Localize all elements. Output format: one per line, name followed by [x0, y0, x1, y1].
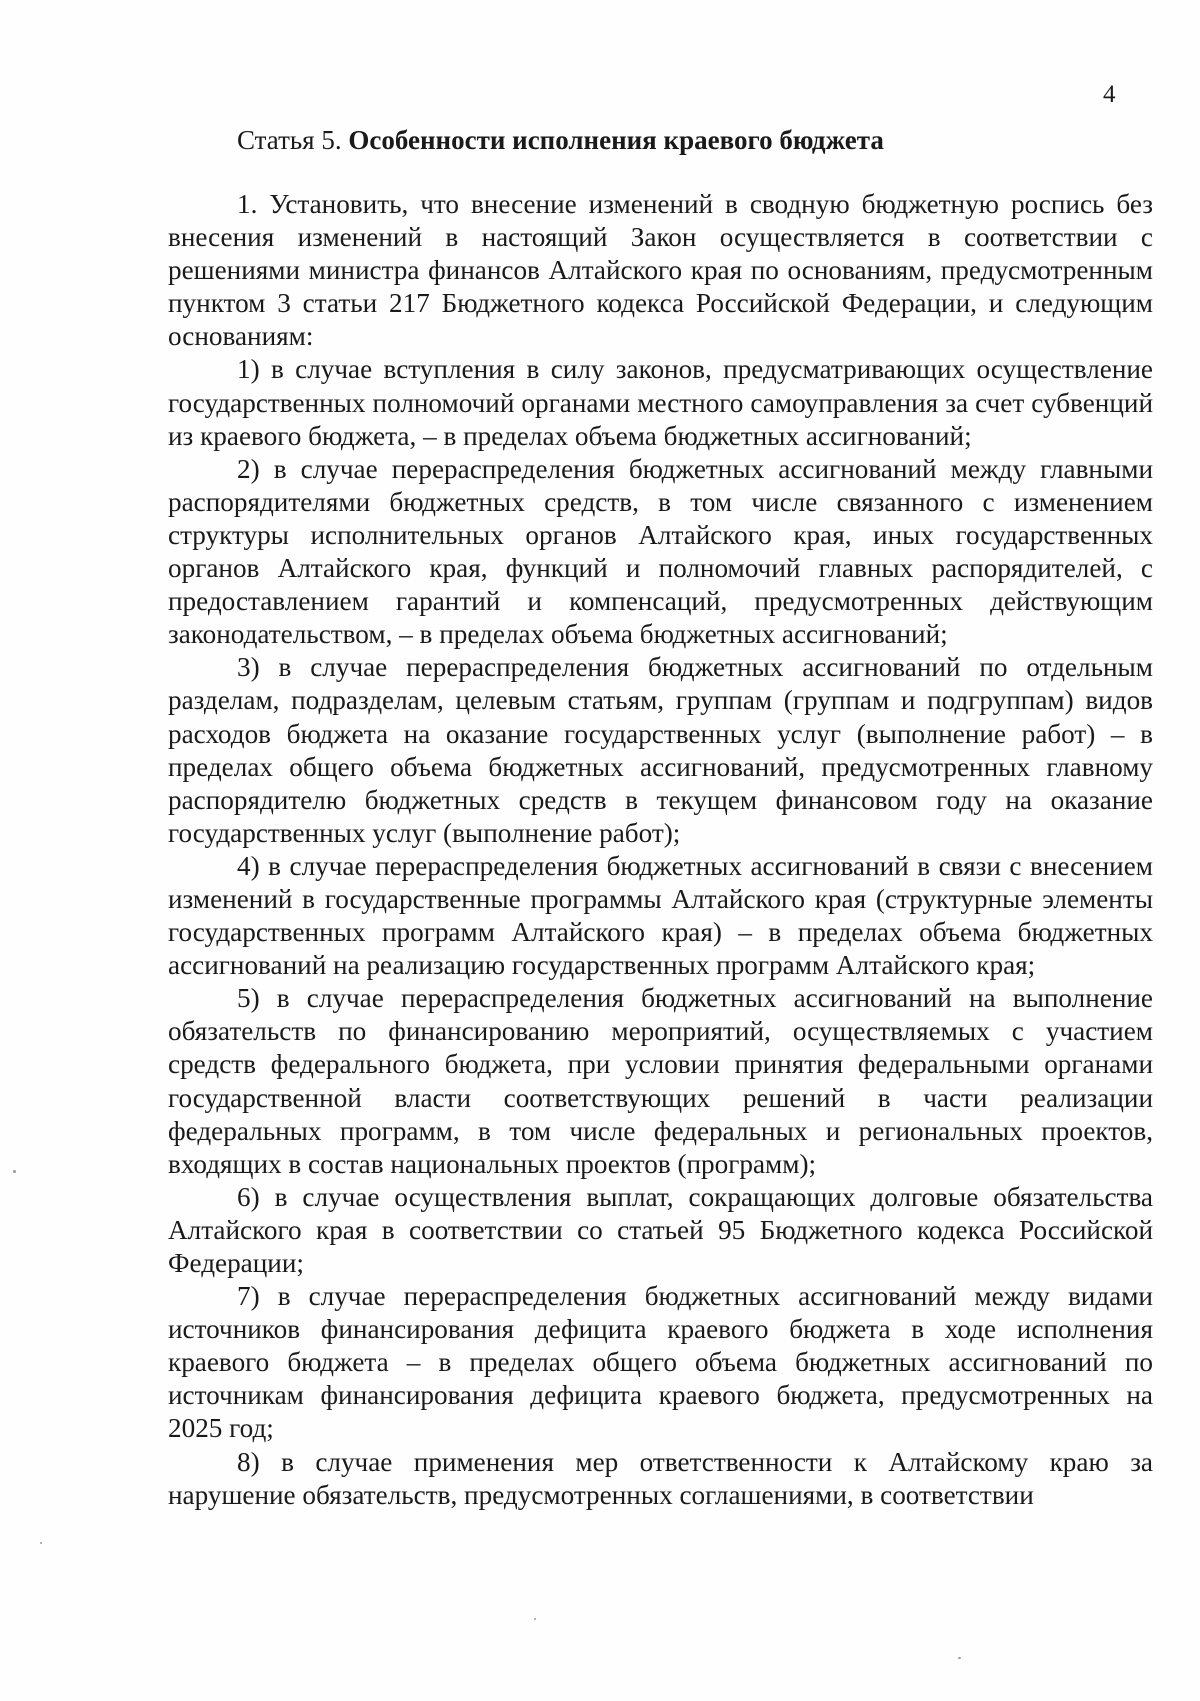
list-item-7: 7) в случае перераспределения бюджетных ассигнований между видами источников финансирования дефицита краевого бюджета в ходе исполнения краевого бюджета – в пределах общего объема бюджетных ассигнований по источникам финансирования дефицита краевого бюджета, предусмотренных на 2025 год; [168, 1281, 1153, 1444]
article-heading [237, 124, 884, 156]
list-item-2: 2) в случае перераспределения бюджетных ассигнований между главными распорядителями бюджетных средств, в том числе связанного с изменением структуры исполнительных органов Алтайского края, иных государственных органов Алтайского края, функций и полномочий главных распорядителей, с предоставлением гарантий и компенсаций, предусмотренных действующим законодательством, – в пределах объема бюджетных ассигнований; [168, 453, 1153, 650]
article-title: Особенности исполнения краевого бюджета [348, 125, 884, 155]
article-label: Статья 5. [237, 125, 342, 155]
scan-speck [40, 1542, 42, 1544]
scan-speck [13, 1170, 16, 1173]
list-item-4: 4) в случае перераспределения бюджетных ассигнований в связи с внесением изменений в государственные программы Алтайского края (структурные элементы государственных программ Алтайского края) – в пределах объема бюджетных ассигнований на реализацию государственных программ Алтайского края; [168, 850, 1153, 981]
list-item-1: 1) в случае вступления в силу законов, предусматривающих осуществление государственных полномочий органами местного самоуправления за счет субвенций из краевого бюджета, – в пределах объема бюджетных ассигнований; [168, 354, 1153, 451]
paragraph-intro: 1. Установить, что внесение изменений в сводную бюджетную роспись без внесения изменений в настоящий Закон осуществляется в соответствии с решениями министра финансов Алтайского края по основаниям, предусмотренным пунктом 3 статьи 217 Бюджетного кодекса Российской Федерации, и следующим основаниям: [168, 189, 1153, 352]
article-body [168, 188, 1153, 1512]
page-number: 4 [1103, 81, 1116, 108]
scan-speck [958, 1657, 961, 1659]
list-item-6: 6) в случае осуществления выплат, сокращающих долговые обязательства Алтайского края в соответствии со статьей 95 Бюджетного кодекса Российской Федерации; [168, 1181, 1153, 1278]
list-item-3: 3) в случае перераспределения бюджетных ассигнований по отдельным разделам, подразделам, целевым статьям, группам (группам и подгруппам) видов расходов бюджета на оказание государственных услуг (выполнение работ) – в пределах общего объема бюджетных ассигнований, предусмотренных главному распорядителю бюджетных средств в текущем финансовом году на оказание государственных услуг (выполнение работ); [168, 652, 1153, 848]
scan-speck [534, 1618, 536, 1620]
list-item-5: 5) в случае перераспределения бюджетных ассигнований на выполнение обязательств по финансированию мероприятий, осуществляемых с участием средств федерального бюджета, при условии принятия федеральными органами государственной власти соответствующих решений в части реализации федеральных программ, в том числе федеральных и региональных проектов, входящих в состав национальных проектов (программ); [168, 983, 1153, 1179]
list-item-8: 8) в случае применения мер ответственности к Алтайскому краю за нарушение обязательств, предусмотренных соглашениями, в соответствии [168, 1446, 1153, 1510]
